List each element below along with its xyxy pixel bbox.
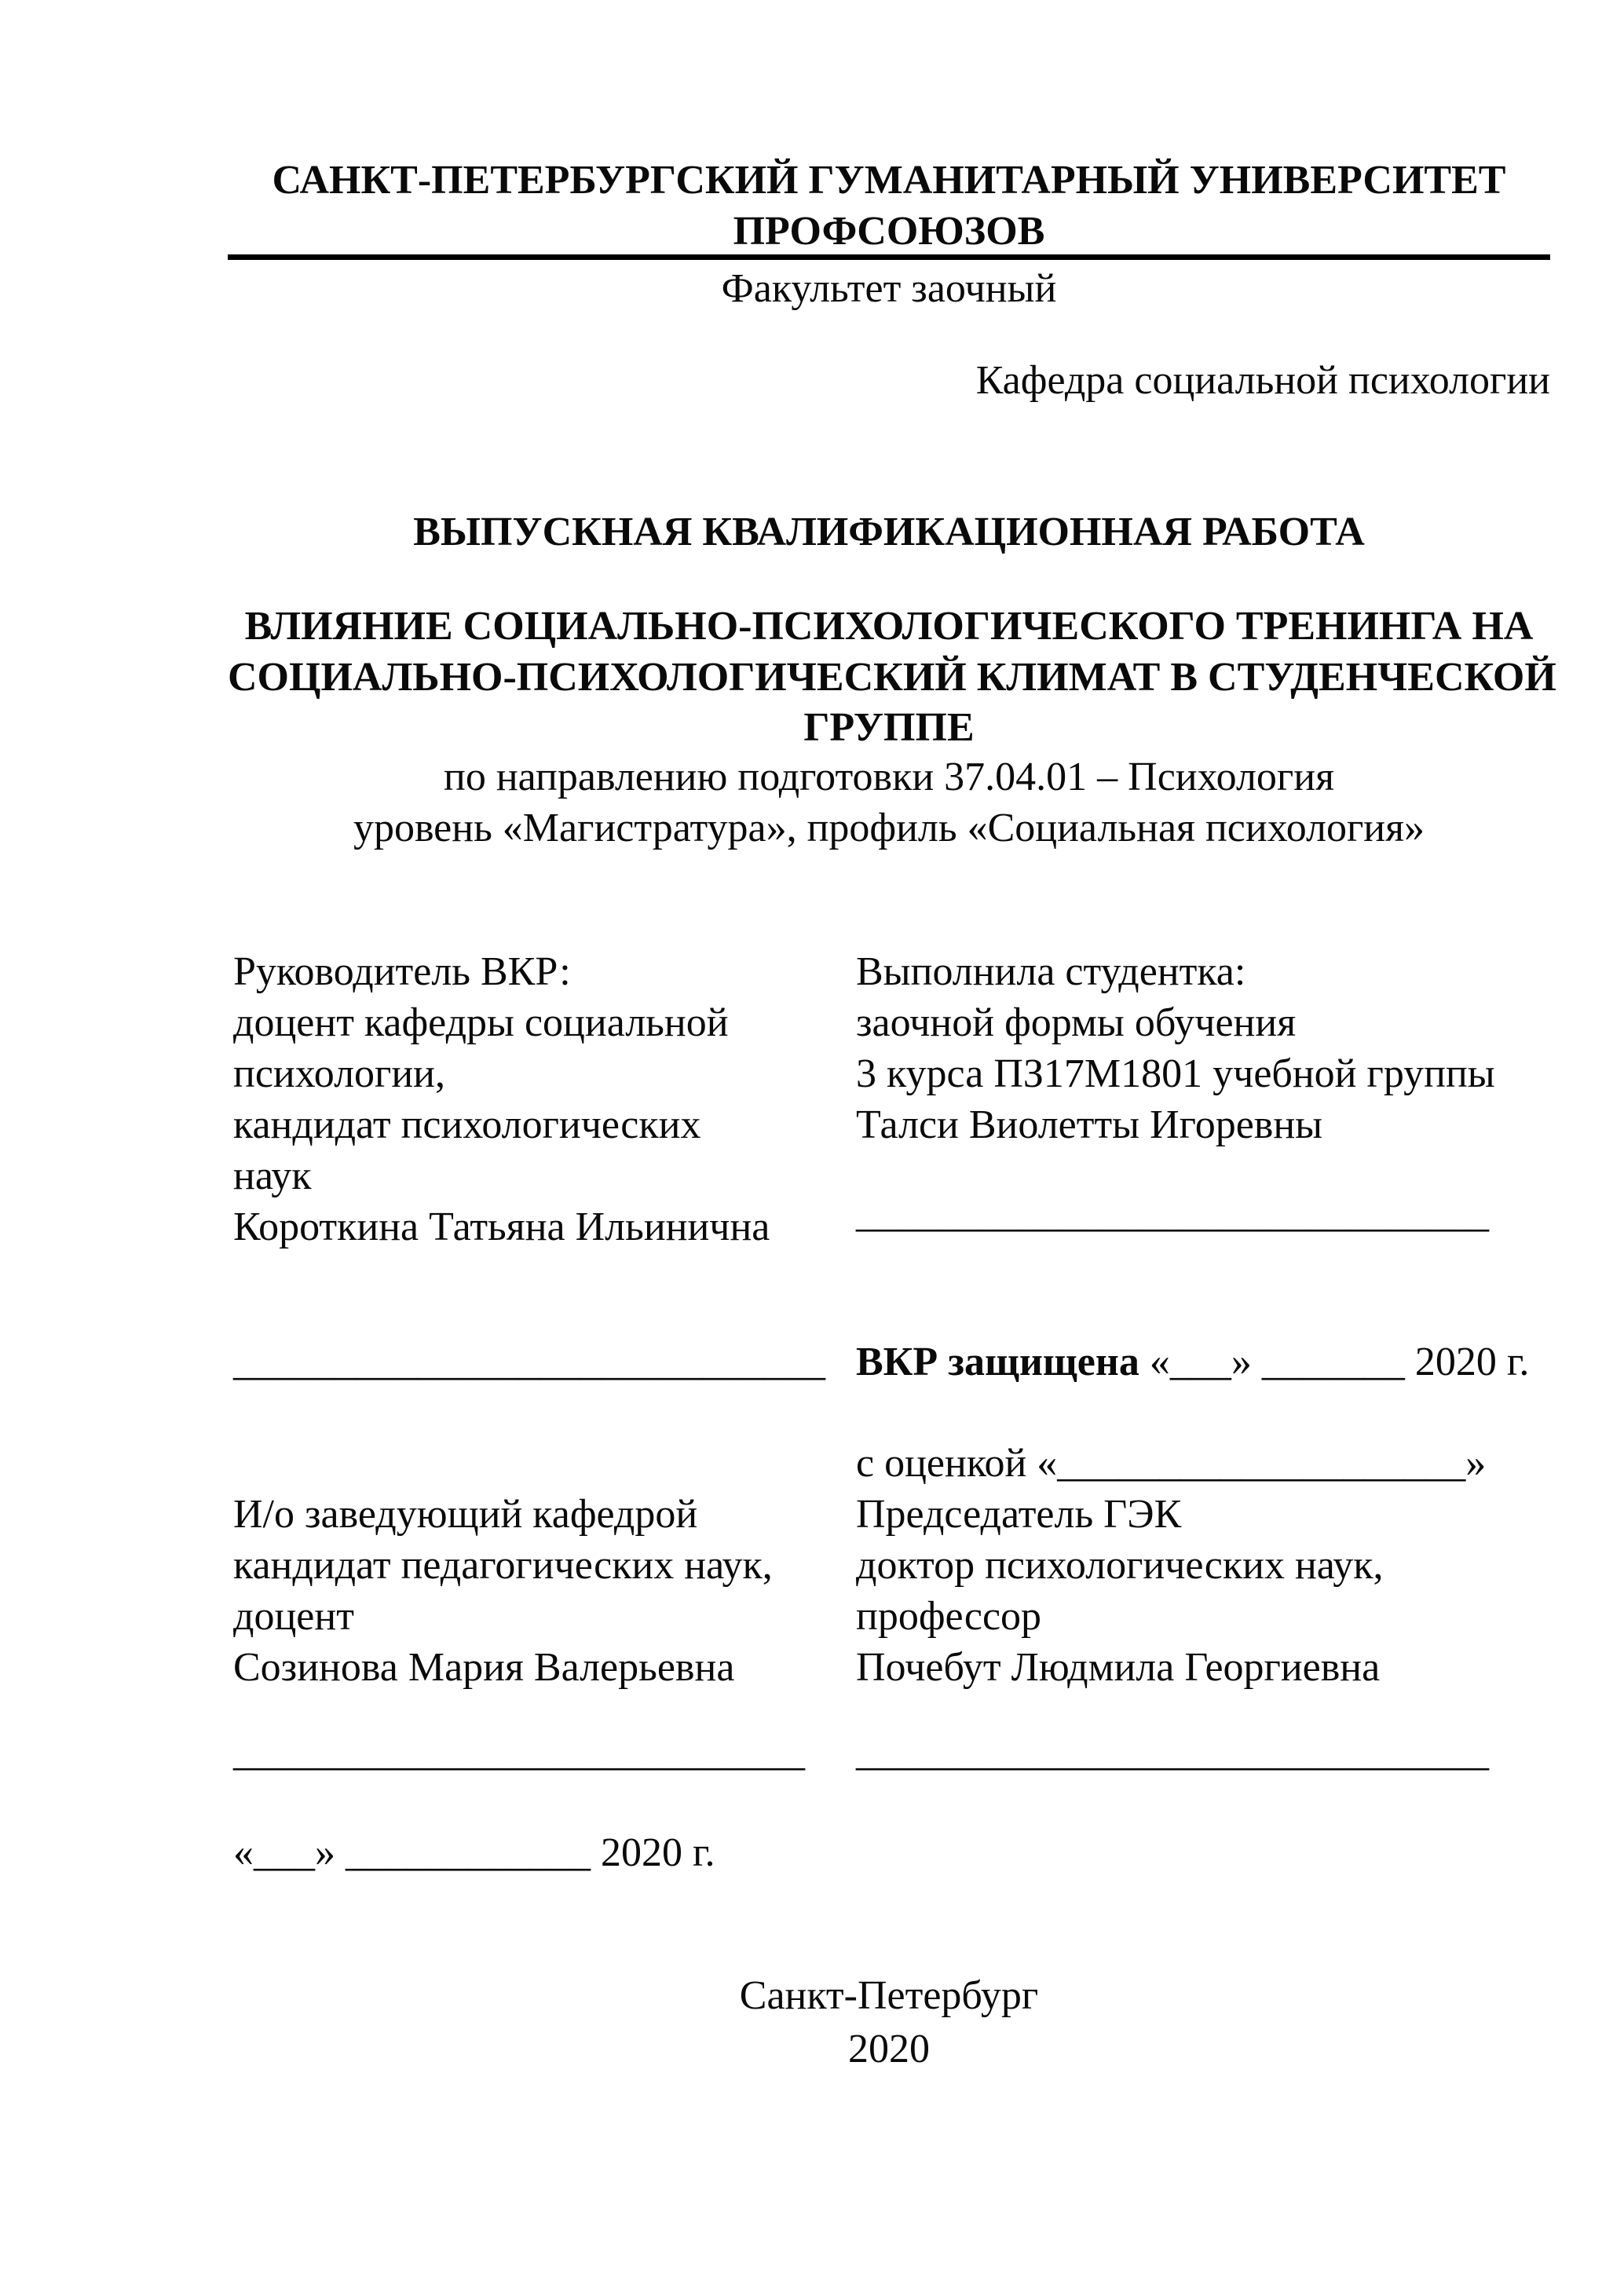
gek-chair-role2: доктор психологических наук, [856, 1543, 1384, 1588]
defense-date-blank: «___» _______ 2020 г. [1139, 1340, 1530, 1384]
supervisor-signature-line: _____________________________ [233, 1340, 825, 1384]
head-of-department-role2: кандидат педагогических наук, [233, 1543, 773, 1588]
level-line: уровень «Магистратура», профиль «Социальная психология» [353, 806, 1425, 850]
footer-city: Санкт-Петербург [739, 1973, 1039, 2018]
supervisor-role-line4: наук [233, 1153, 312, 1198]
gek-chair-role3: профессор [856, 1594, 1042, 1639]
university-name-line2: ПРОФСОЮЗОВ [733, 209, 1045, 254]
head-of-department-name: Созинова Мария Валерьевна [233, 1645, 735, 1690]
work-type-heading: ВЫПУСКНАЯ КВАЛИФИКАЦИОННАЯ РАБОТА [413, 510, 1365, 554]
supervisor-role-line2: психологии, [233, 1051, 446, 1096]
thesis-title-line1: ВЛИЯНИЕ СОЦИАЛЬНО-ПСИХОЛОГИЧЕСКОГО ТРЕНИНГА НА [244, 604, 1534, 649]
gek-chair-role1: Председатель ГЭК [856, 1492, 1182, 1537]
supervisor-role-line3: кандидат психологических [233, 1102, 701, 1147]
defense-date-line [856, 1342, 1529, 1383]
approval-date-line: «___» ____________ 2020 г. [233, 1830, 715, 1875]
defense-grade-line: с оценкой «____________________» [856, 1441, 1487, 1486]
student-signature-line: _______________________________ [856, 1191, 1489, 1236]
gek-chair-signature-line: _______________________________ [856, 1730, 1489, 1775]
head-of-department-role1: И/о заведующий кафедрой [233, 1492, 698, 1537]
student-form-line: заочной формы обучения [856, 1000, 1297, 1045]
head-of-department-signature-line: ____________________________ [233, 1730, 805, 1775]
supervisor-label: Руководитель ВКР: [233, 949, 571, 994]
gek-chair-name: Почебут Людмила Георгиевна [856, 1645, 1381, 1690]
footer-year: 2020 [848, 2027, 930, 2071]
head-of-department-role3: доцент [233, 1594, 354, 1639]
header-rule [228, 254, 1550, 260]
thesis-title-line2: СОЦИАЛЬНО-ПСИХОЛОГИЧЕСКИЙ КЛИМАТ В СТУДЕНЧЕСКОЙ [228, 655, 1556, 700]
thesis-title-line3: ГРУППЕ [803, 705, 975, 750]
student-name: Талси Виолетты Игоревны [856, 1102, 1323, 1147]
supervisor-name: Короткина Татьяна Ильинична [233, 1205, 770, 1249]
student-group-line: 3 курса ПЗ17М1801 учебной группы [856, 1051, 1495, 1096]
program-line: по направлению подготовки 37.04.01 – Психология [444, 755, 1334, 799]
defense-date-label: ВКР защищена [856, 1340, 1139, 1384]
department-line: Кафедра социальной психологии [975, 358, 1550, 403]
university-name-line1: САНКТ-ПЕТЕРБУРГСКИЙ ГУМАНИТАРНЫЙ УНИВЕРСИТЕТ [272, 158, 1506, 203]
student-label: Выполнила студентка: [856, 949, 1246, 994]
supervisor-role-line1: доцент кафедры социальной [233, 1000, 729, 1045]
faculty-line: Факультет заочный [721, 266, 1057, 311]
